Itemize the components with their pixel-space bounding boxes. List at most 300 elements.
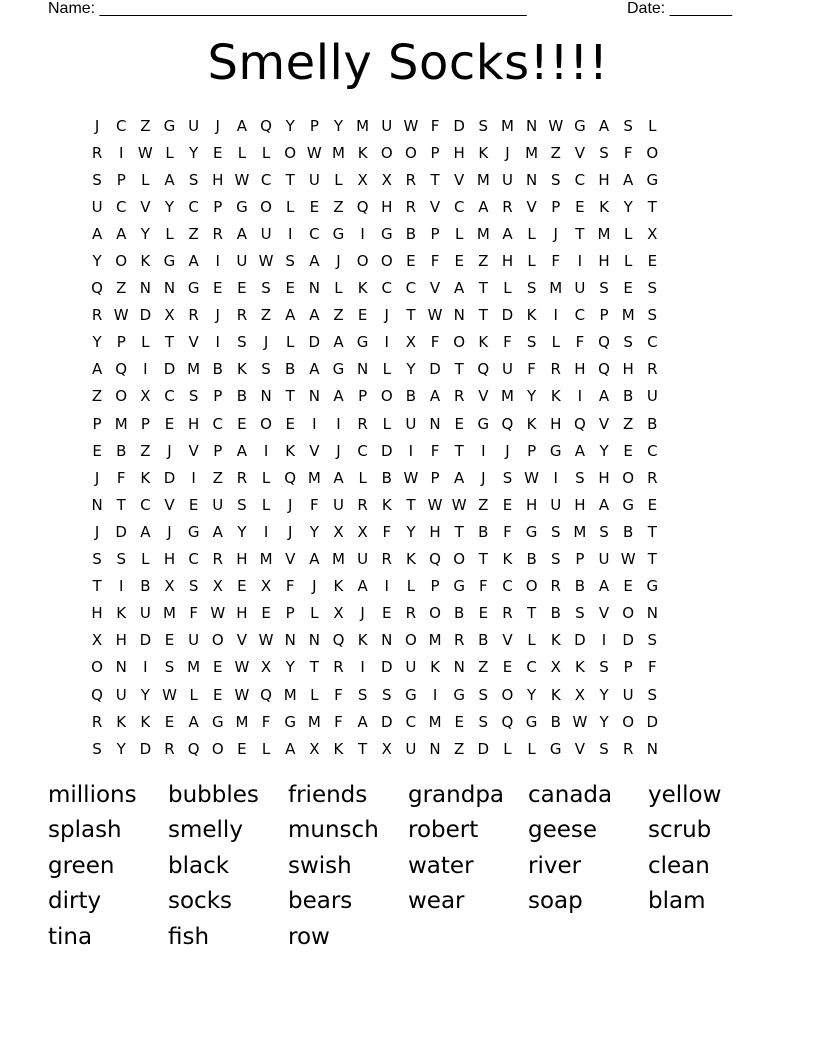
grid-letter: Y	[599, 712, 609, 731]
grid-letter: E	[237, 414, 247, 433]
grid-letter: J	[287, 495, 293, 514]
name-field-label: Name: ________________________________________________	[48, 0, 527, 17]
grid-letter: X	[647, 224, 658, 243]
grid-letter: F	[479, 577, 488, 596]
grid-letter: C	[647, 333, 658, 352]
grid-letter: X	[333, 604, 344, 623]
grid-letter: R	[405, 604, 417, 623]
grid-letter: O	[260, 414, 272, 433]
grid-letter: M	[476, 170, 490, 189]
grid-letter: K	[140, 712, 151, 731]
grid-letter: O	[646, 143, 659, 162]
grid-letter: G	[380, 224, 393, 243]
grid-letter: K	[333, 577, 344, 596]
grid-letter: G	[405, 685, 417, 704]
grid-letter: T	[478, 279, 488, 298]
grid-letter: L	[527, 252, 536, 271]
grid-letter: J	[553, 224, 558, 243]
grid-letter: H	[429, 522, 441, 541]
grid-letter: Q	[332, 631, 345, 650]
grid-letter: M	[307, 468, 321, 487]
grid-letter: P	[430, 224, 440, 243]
grid-letter: P	[430, 577, 440, 596]
grid-letter: K	[357, 143, 368, 162]
grid-letter: C	[357, 441, 368, 460]
grid-letter: T	[454, 522, 464, 541]
word-bank-item: splash	[48, 817, 122, 844]
grid-letter: T	[527, 604, 537, 623]
grid-row	[85, 627, 735, 654]
grid-letter: K	[599, 197, 609, 216]
grid-row	[85, 735, 735, 762]
grid-letter: S	[599, 739, 609, 758]
grid-letter: G	[211, 712, 224, 731]
grid-letter: V	[574, 143, 586, 162]
grid-letter: R	[212, 550, 223, 569]
grid-letter: Q	[260, 685, 272, 704]
grid-letter: Q	[91, 279, 103, 298]
grid-letter: A	[502, 224, 513, 243]
grid-letter: K	[430, 658, 440, 677]
grid-letter: D	[429, 360, 441, 379]
grid-letter: N	[453, 658, 465, 677]
grid-letter: S	[599, 658, 609, 677]
grid-letter: O	[404, 631, 417, 650]
grid-row	[85, 464, 735, 491]
grid-letter: C	[115, 116, 127, 135]
grid-letter: P	[623, 658, 633, 677]
grid-letter: Z	[212, 468, 223, 487]
grid-letter: I	[360, 224, 365, 243]
word-bank-row	[48, 848, 808, 884]
grid-letter: L	[382, 360, 391, 379]
grid-letter: G	[477, 414, 490, 433]
grid-letter: F	[430, 116, 440, 135]
grid-letter: D	[646, 712, 659, 731]
grid-letter: P	[285, 604, 295, 623]
grid-letter: C	[381, 279, 392, 298]
grid-letter: D	[163, 360, 176, 379]
grid-letter: U	[646, 387, 658, 406]
grid-letter: C	[164, 387, 175, 406]
grid-letter: G	[549, 441, 562, 460]
grid-letter: Y	[92, 333, 102, 352]
grid-letter: A	[623, 170, 634, 189]
grid-letter: S	[261, 360, 271, 379]
grid-letter: P	[430, 143, 440, 162]
grid-letter: J	[505, 441, 510, 460]
grid-letter: N	[163, 279, 176, 298]
grid-letter: T	[309, 658, 319, 677]
grid-letter: X	[381, 170, 392, 189]
grid-letter: N	[91, 495, 103, 514]
grid-letter: S	[164, 658, 175, 677]
grid-letter: A	[357, 577, 368, 596]
grid-letter: G	[163, 252, 176, 271]
word-bank-item: soap	[528, 888, 583, 915]
grid-letter: N	[525, 116, 538, 135]
grid-letter: A	[309, 360, 320, 379]
grid-letter: H	[598, 252, 610, 271]
grid-letter: R	[188, 306, 199, 325]
grid-letter: P	[309, 116, 319, 135]
grid-letter: D	[139, 631, 152, 650]
grid-letter: M	[356, 116, 370, 135]
grid-letter: O	[380, 252, 393, 271]
grid-letter: A	[236, 224, 248, 243]
grid-letter: A	[429, 387, 441, 406]
grid-letter: N	[381, 631, 393, 650]
grid-letter: Y	[527, 685, 537, 704]
grid-letter: L	[358, 468, 367, 487]
grid-letter: F	[503, 333, 512, 352]
grid-letter: P	[116, 333, 126, 352]
grid-letter: R	[212, 224, 223, 243]
grid-letter: Y	[116, 739, 126, 758]
grid-letter: I	[263, 522, 269, 541]
grid-letter: K	[140, 468, 151, 487]
grid-letter: D	[501, 306, 514, 325]
grid-letter: J	[312, 577, 317, 596]
grid-letter: F	[189, 604, 198, 623]
grid-letter: E	[285, 414, 295, 433]
grid-letter: V	[478, 387, 489, 406]
grid-letter: J	[263, 333, 269, 352]
grid-letter: L	[623, 224, 633, 243]
grid-letter: W	[524, 468, 540, 487]
grid-letter: D	[380, 712, 393, 731]
grid-letter: A	[333, 387, 344, 406]
worksheet-header	[48, 0, 748, 20]
grid-letter: B	[381, 468, 392, 487]
grid-letter: Q	[356, 197, 369, 216]
grid-letter: O	[115, 387, 128, 406]
grid-letter: A	[91, 224, 103, 243]
grid-letter: U	[622, 685, 634, 704]
word-bank-row	[48, 777, 808, 813]
grid-letter: U	[115, 685, 127, 704]
grid-letter: S	[599, 279, 609, 298]
grid-letter: G	[163, 116, 176, 135]
grid-letter: K	[405, 550, 416, 569]
grid-letter: O	[260, 197, 272, 216]
grid-letter: N	[284, 631, 296, 650]
grid-letter: V	[164, 495, 175, 514]
grid-letter: Y	[599, 441, 609, 460]
grid-row	[85, 193, 735, 220]
grid-letter: V	[454, 170, 465, 189]
grid-row	[85, 708, 735, 735]
grid-letter: A	[333, 333, 344, 352]
grid-letter: V	[188, 441, 199, 460]
grid-letter: K	[526, 414, 537, 433]
grid-letter: A	[357, 712, 368, 731]
grid-letter: Z	[623, 414, 634, 433]
grid-letter: J	[215, 116, 220, 135]
grid-letter: M	[332, 143, 345, 162]
grid-letter: J	[336, 252, 341, 271]
grid-row	[85, 220, 735, 247]
grid-letter: I	[143, 658, 148, 677]
word-bank-item: socks	[168, 888, 233, 915]
grid-letter: Q	[429, 550, 441, 569]
grid-letter: V	[429, 197, 441, 216]
grid-letter: R	[647, 360, 658, 379]
grid-letter: A	[309, 550, 320, 569]
grid-letter: L	[623, 252, 633, 271]
grid-letter: E	[309, 197, 320, 216]
grid-letter: M	[235, 712, 249, 731]
grid-letter: S	[237, 333, 247, 352]
grid-letter: E	[502, 495, 513, 514]
grid-letter: R	[357, 414, 368, 433]
grid-letter: N	[646, 604, 658, 623]
grid-letter: U	[91, 197, 103, 216]
word-bank-item: water	[408, 852, 474, 879]
word-bank	[48, 777, 808, 955]
grid-row	[85, 600, 735, 627]
word-bank-item: scrub	[648, 817, 712, 844]
grid-letter: R	[550, 360, 561, 379]
word-bank-row	[48, 919, 808, 955]
grid-letter: S	[599, 522, 609, 541]
grid-letter: X	[260, 577, 272, 596]
grid-letter: E	[164, 712, 175, 731]
grid-letter: G	[622, 495, 634, 514]
grid-letter: W	[210, 604, 226, 623]
grid-letter: H	[453, 143, 465, 162]
grid-letter: G	[646, 170, 659, 189]
grid-letter: B	[574, 577, 586, 596]
word-bank-item: robert	[408, 817, 479, 844]
grid-letter: Z	[140, 116, 151, 135]
grid-letter: S	[599, 143, 609, 162]
grid-letter: J	[360, 604, 365, 623]
grid-letter: B	[526, 550, 537, 569]
grid-letter: M	[307, 712, 321, 731]
grid-letter: W	[258, 631, 274, 650]
grid-letter: I	[553, 468, 558, 487]
grid-letter: Q	[284, 468, 297, 487]
grid-letter: E	[647, 495, 658, 514]
grid-letter: F	[503, 522, 512, 541]
grid-letter: R	[550, 577, 561, 596]
grid-letter: F	[575, 333, 585, 352]
grid-letter: Q	[477, 360, 490, 379]
grid-letter: I	[118, 577, 124, 596]
grid-letter: S	[647, 685, 658, 704]
grid-letter: T	[647, 522, 657, 541]
grid-letter: Q	[573, 414, 586, 433]
grid-letter: A	[598, 495, 610, 514]
grid-letter: L	[141, 333, 150, 352]
grid-letter: C	[309, 224, 320, 243]
grid-letter: H	[91, 604, 103, 623]
grid-letter: R	[502, 197, 513, 216]
grid-letter: R	[381, 550, 392, 569]
grid-letter: J	[336, 441, 341, 460]
grid-letter: Y	[406, 360, 416, 379]
grid-letter: P	[527, 441, 537, 460]
grid-letter: A	[164, 170, 175, 189]
grid-letter: J	[94, 116, 100, 135]
grid-letter: M	[525, 143, 539, 162]
grid-letter: O	[525, 577, 538, 596]
grid-letter: L	[527, 739, 536, 758]
grid-letter: C	[260, 170, 272, 189]
grid-letter: N	[646, 739, 658, 758]
grid-letter: E	[623, 441, 633, 460]
grid-letter: A	[236, 116, 248, 135]
grid-letter: L	[261, 468, 271, 487]
grid-letter: N	[525, 170, 538, 189]
grid-letter: K	[550, 685, 561, 704]
word-bank-item: yellow	[648, 781, 722, 808]
grid-letter: L	[141, 550, 150, 569]
grid-letter: L	[286, 333, 295, 352]
grid-letter: K	[478, 143, 489, 162]
grid-letter: U	[574, 279, 586, 298]
grid-letter: E	[213, 658, 223, 677]
grid-letter: S	[647, 279, 658, 298]
grid-letter: V	[598, 414, 610, 433]
grid-letter: F	[647, 658, 657, 677]
grid-letter: F	[527, 360, 536, 379]
grid-letter: N	[260, 387, 272, 406]
grid-letter: E	[188, 495, 199, 514]
grid-letter: K	[140, 252, 151, 271]
grid-letter: G	[236, 197, 248, 216]
grid-letter: E	[213, 143, 223, 162]
grid-letter: I	[215, 333, 220, 352]
grid-letter: U	[308, 170, 320, 189]
word-bank-item: grandpa	[408, 781, 505, 808]
grid-letter: Z	[550, 143, 561, 162]
grid-letter: S	[478, 712, 489, 731]
grid-letter: V	[309, 441, 320, 460]
grid-letter: G	[187, 522, 200, 541]
grid-letter: D	[622, 631, 634, 650]
grid-letter: F	[382, 522, 392, 541]
grid-letter: L	[455, 224, 464, 243]
grid-letter: L	[310, 604, 319, 623]
grid-letter: P	[430, 468, 440, 487]
grid-letter: S	[92, 739, 102, 758]
grid-letter: S	[188, 577, 199, 596]
grid-letter: W	[403, 116, 419, 135]
grid-letter: P	[213, 197, 223, 216]
grid-letter: A	[236, 441, 248, 460]
word-bank-item: smelly	[168, 817, 243, 844]
grid-letter: V	[526, 197, 537, 216]
grid-letter: H	[115, 631, 127, 650]
grid-letter: R	[453, 387, 465, 406]
grid-letter: J	[215, 306, 220, 325]
grid-letter: E	[237, 577, 247, 596]
grid-letter: D	[163, 468, 176, 487]
grid-letter: S	[550, 170, 561, 189]
grid-letter: V	[429, 279, 441, 298]
grid-letter: X	[140, 387, 151, 406]
grid-letter: M	[597, 224, 611, 243]
grid-letter: U	[501, 170, 513, 189]
grid-letter: U	[405, 658, 417, 677]
grid-letter: B	[285, 360, 296, 379]
grid-letter: W	[403, 468, 419, 487]
word-bank-item: black	[168, 852, 230, 879]
grid-letter: S	[550, 522, 561, 541]
word-bank-item: river	[528, 852, 582, 879]
grid-letter: U	[405, 414, 417, 433]
grid-row	[85, 302, 735, 329]
grid-letter: V	[236, 631, 248, 650]
grid-letter: T	[478, 550, 488, 569]
grid-letter: H	[163, 550, 176, 569]
grid-letter: Z	[478, 495, 489, 514]
grid-letter: M	[187, 658, 201, 677]
grid-row	[85, 275, 735, 302]
grid-letter: Y	[599, 685, 609, 704]
grid-letter: N	[357, 360, 369, 379]
grid-letter: R	[453, 631, 465, 650]
grid-letter: F	[623, 143, 633, 162]
grid-letter: B	[478, 631, 489, 650]
grid-letter: M	[476, 224, 490, 243]
grid-letter: P	[358, 387, 368, 406]
grid-letter: E	[285, 279, 295, 298]
grid-letter: R	[622, 739, 634, 758]
grid-row	[85, 518, 735, 545]
grid-letter: P	[92, 414, 102, 433]
grid-letter: L	[165, 143, 174, 162]
grid-letter: W	[162, 685, 177, 704]
grid-letter: P	[140, 414, 150, 433]
grid-letter: T	[454, 360, 464, 379]
grid-letter: W	[234, 685, 250, 704]
grid-letter: O	[115, 252, 128, 271]
grid-letter: W	[306, 143, 322, 162]
grid-letter: F	[551, 252, 561, 271]
grid-letter: B	[647, 414, 658, 433]
grid-letter: L	[189, 685, 198, 704]
grid-letter: T	[406, 495, 416, 514]
grid-letter: A	[140, 522, 151, 541]
grid-letter: I	[577, 252, 583, 271]
grid-letter: R	[91, 143, 103, 162]
grid-letter: Z	[333, 306, 344, 325]
grid-letter: J	[505, 143, 510, 162]
word-bank-item: green	[48, 852, 115, 879]
grid-letter: Y	[237, 522, 247, 541]
grid-letter: A	[454, 279, 465, 298]
grid-letter: N	[308, 279, 320, 298]
grid-letter: B	[478, 522, 489, 541]
grid-letter: H	[574, 495, 586, 514]
grid-letter: W	[113, 306, 129, 325]
grid-letter: V	[285, 550, 296, 569]
grid-letter: S	[116, 550, 126, 569]
grid-letter: E	[623, 279, 633, 298]
grid-row	[85, 356, 735, 383]
grid-letter: P	[551, 197, 561, 216]
grid-letter: F	[430, 252, 440, 271]
word-bank-item: clean	[648, 852, 710, 879]
grid-letter: L	[141, 170, 150, 189]
grid-letter: X	[91, 631, 103, 650]
grid-letter: A	[333, 468, 344, 487]
grid-letter: A	[598, 116, 610, 135]
grid-letter: D	[139, 306, 152, 325]
